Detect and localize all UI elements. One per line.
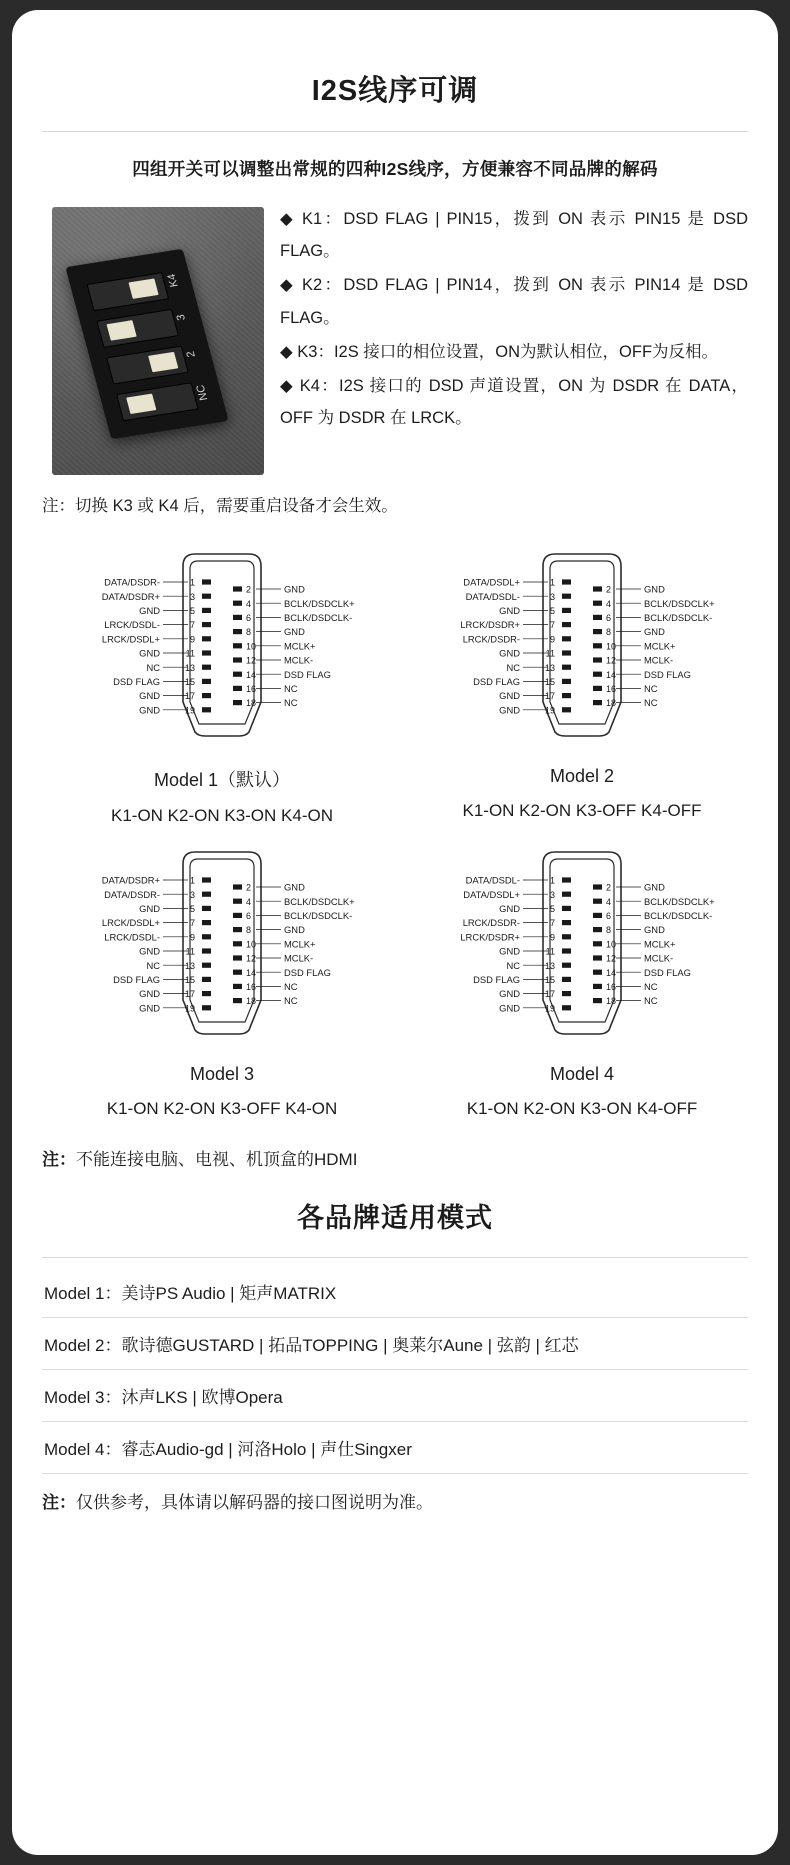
svg-text:GND: GND xyxy=(499,1002,520,1014)
svg-text:15: 15 xyxy=(544,677,555,688)
svg-text:BCLK/DSDCLK-: BCLK/DSDCLK- xyxy=(284,910,353,922)
dip-slot-1 xyxy=(86,272,169,311)
final-note xyxy=(42,1474,748,1513)
svg-text:DSD FLAG: DSD FLAG xyxy=(644,967,691,979)
svg-text:13: 13 xyxy=(544,663,555,674)
svg-text:NC: NC xyxy=(506,960,520,972)
brands-divider xyxy=(42,1257,748,1258)
svg-text:14: 14 xyxy=(606,670,617,681)
svg-text:11: 11 xyxy=(545,946,555,957)
svg-text:12: 12 xyxy=(246,953,257,964)
model-cell-4 xyxy=(402,834,762,1119)
svg-text:5: 5 xyxy=(189,904,195,915)
svg-text:3: 3 xyxy=(549,890,555,901)
svg-text:12: 12 xyxy=(246,655,257,666)
dip-label-2: 2 xyxy=(184,350,198,359)
svg-text:MCLK+: MCLK+ xyxy=(644,938,676,950)
svg-text:4: 4 xyxy=(606,599,612,610)
dip-label-3: 3 xyxy=(174,313,189,322)
svg-text:2: 2 xyxy=(246,882,252,893)
svg-text:GND: GND xyxy=(139,605,160,617)
svg-text:NC: NC xyxy=(284,683,298,695)
svg-text:12: 12 xyxy=(606,655,617,666)
svg-text:DSD FLAG: DSD FLAG xyxy=(113,974,160,986)
title-divider xyxy=(42,131,748,132)
svg-text:DATA/DSDR-: DATA/DSDR- xyxy=(104,889,160,901)
svg-text:5: 5 xyxy=(549,904,555,915)
svg-text:GND: GND xyxy=(284,583,305,595)
svg-text:GND: GND xyxy=(499,903,520,915)
svg-text:GND: GND xyxy=(284,881,305,893)
brand-row: Model 2：歌诗德GUSTARD | 拓品TOPPING | 奥莱尔Aune | 弦韵 | 红芯 xyxy=(44,1336,579,1356)
dip-switch-lever-1 xyxy=(128,278,158,299)
svg-text:11: 11 xyxy=(545,648,555,659)
svg-text:LRCK/DSDL-: LRCK/DSDL- xyxy=(104,931,160,943)
svg-text:GND: GND xyxy=(499,988,520,1000)
svg-text:3: 3 xyxy=(189,592,195,603)
model-switches-2: K1-ON K2-ON K3-OFF K4-OFF xyxy=(462,801,702,821)
svg-text:GND: GND xyxy=(499,605,520,617)
reboot-note: 注：切换 K3 或 K4 后，需要重启设备才会生效。 xyxy=(42,497,398,515)
model-label-1: Model 1（默认） xyxy=(153,770,291,791)
svg-text:LRCK/DSDR-: LRCK/DSDR- xyxy=(462,633,520,645)
svg-text:DSD FLAG: DSD FLAG xyxy=(113,676,160,688)
model-switches-4: K1-ON K2-ON K3-ON K4-OFF xyxy=(466,1099,698,1119)
svg-text:16: 16 xyxy=(606,982,617,993)
svg-text:LRCK/DSDL-: LRCK/DSDL- xyxy=(104,619,160,631)
svg-text:10: 10 xyxy=(246,641,257,652)
svg-text:BCLK/DSDCLK-: BCLK/DSDCLK- xyxy=(644,612,713,624)
svg-text:GND: GND xyxy=(284,924,305,936)
svg-text:6: 6 xyxy=(246,911,252,922)
svg-text:NC: NC xyxy=(644,995,658,1007)
connector-diagram-4 xyxy=(402,834,762,1062)
svg-text:NC: NC xyxy=(644,981,658,993)
svg-text:NC: NC xyxy=(284,697,298,709)
svg-text:4: 4 xyxy=(246,897,252,908)
connector-svg-1 xyxy=(42,536,402,756)
model-cell-3 xyxy=(42,834,402,1119)
svg-text:LRCK/DSDL+: LRCK/DSDL+ xyxy=(101,633,160,645)
connector-svg-2 xyxy=(402,536,762,756)
svg-text:MCLK-: MCLK- xyxy=(284,654,314,666)
svg-text:9: 9 xyxy=(549,932,555,943)
brand-row: Model 3：沐声LKS | 欧博Opera xyxy=(44,1388,283,1408)
svg-text:DATA/DSDR-: DATA/DSDR- xyxy=(104,576,160,588)
svg-text:15: 15 xyxy=(184,677,195,688)
svg-text:LRCK/DSDR+: LRCK/DSDR+ xyxy=(460,931,520,943)
bullet-k1: ◆ K1：DSD FLAG | PIN15，拨到 ON 表示 PIN15 是 DSD FLAG。 xyxy=(280,210,748,261)
svg-text:MCLK+: MCLK+ xyxy=(284,640,316,652)
svg-text:NC: NC xyxy=(506,662,520,674)
svg-text:18: 18 xyxy=(246,698,257,709)
svg-text:18: 18 xyxy=(606,698,617,709)
svg-text:BCLK/DSDCLK+: BCLK/DSDCLK+ xyxy=(284,598,355,610)
svg-text:DATA/DSDR+: DATA/DSDR+ xyxy=(101,874,160,886)
svg-text:GND: GND xyxy=(644,881,665,893)
dip-switch-lever-2 xyxy=(107,320,137,341)
svg-text:GND: GND xyxy=(139,988,160,1000)
connector-svg-4 xyxy=(402,834,762,1054)
svg-text:4: 4 xyxy=(606,897,612,908)
photo-and-bullets xyxy=(42,203,748,522)
model-label-4: Model 4 xyxy=(549,1064,615,1085)
svg-text:6: 6 xyxy=(606,613,612,624)
connector-diagram-2 xyxy=(402,536,762,764)
svg-text:MCLK+: MCLK+ xyxy=(284,938,316,950)
svg-text:GND: GND xyxy=(139,903,160,915)
dip-switch-photo xyxy=(52,207,264,475)
svg-text:NC: NC xyxy=(146,960,160,972)
connector-diagram-3 xyxy=(42,834,402,1062)
bullet-k3: ◆ K3：I2S 接口的相位设置，ON为默认相位，OFF为反相。 xyxy=(280,342,719,361)
svg-text:NC: NC xyxy=(284,995,298,1007)
svg-text:10: 10 xyxy=(606,939,617,950)
svg-text:BCLK/DSDCLK-: BCLK/DSDCLK- xyxy=(644,910,713,922)
svg-text:13: 13 xyxy=(184,961,195,972)
svg-text:GND: GND xyxy=(644,583,665,595)
svg-text:1: 1 xyxy=(549,577,555,588)
svg-text:8: 8 xyxy=(246,627,252,638)
dip-switch-lever-3 xyxy=(148,352,178,373)
svg-text:10: 10 xyxy=(606,641,617,652)
svg-text:6: 6 xyxy=(246,613,252,624)
model-label-3: Model 3 xyxy=(189,1064,255,1085)
svg-text:NC: NC xyxy=(146,662,160,674)
svg-text:LRCK/DSDL+: LRCK/DSDL+ xyxy=(101,917,160,929)
svg-text:17: 17 xyxy=(184,989,195,1000)
final-note-text: 仅供参考，具体请以解码器的接口图说明为准。 xyxy=(76,1493,433,1513)
svg-text:2: 2 xyxy=(246,584,252,595)
svg-text:15: 15 xyxy=(544,975,555,986)
svg-text:DATA/DSDL-: DATA/DSDL- xyxy=(465,591,520,603)
hdmi-note-prefix: 注： xyxy=(42,1150,76,1170)
svg-text:14: 14 xyxy=(246,968,257,979)
connector-svg-3 xyxy=(42,834,402,1054)
svg-text:4: 4 xyxy=(246,599,252,610)
svg-text:1: 1 xyxy=(189,875,195,886)
svg-text:BCLK/DSDCLK-: BCLK/DSDCLK- xyxy=(284,612,353,624)
svg-text:16: 16 xyxy=(246,684,257,695)
svg-text:8: 8 xyxy=(606,627,612,638)
svg-text:8: 8 xyxy=(606,925,612,936)
svg-text:2: 2 xyxy=(606,584,612,595)
svg-text:LRCK/DSDR+: LRCK/DSDR+ xyxy=(460,619,520,631)
dip-slot-4 xyxy=(116,382,199,421)
svg-text:7: 7 xyxy=(549,620,555,631)
svg-text:6: 6 xyxy=(606,911,612,922)
svg-text:DSD FLAG: DSD FLAG xyxy=(473,974,520,986)
svg-text:GND: GND xyxy=(499,945,520,957)
brand-row: Model 1：美诗PS Audio | 矩声MATRIX xyxy=(44,1284,337,1304)
svg-text:18: 18 xyxy=(606,996,617,1007)
hdmi-note xyxy=(42,1145,748,1170)
page-title: I2S线序可调 xyxy=(311,75,479,107)
svg-text:NC: NC xyxy=(644,683,658,695)
svg-text:19: 19 xyxy=(544,705,555,716)
dip-switch-lever-4 xyxy=(126,394,156,415)
svg-text:MCLK+: MCLK+ xyxy=(644,640,676,652)
brand-list xyxy=(42,1266,748,1513)
svg-text:NC: NC xyxy=(644,697,658,709)
svg-text:MCLK-: MCLK- xyxy=(644,654,674,666)
svg-text:GND: GND xyxy=(644,626,665,638)
svg-text:13: 13 xyxy=(184,663,195,674)
svg-text:8: 8 xyxy=(246,925,252,936)
svg-text:15: 15 xyxy=(184,975,195,986)
models-grid xyxy=(42,536,748,1119)
svg-text:GND: GND xyxy=(139,704,160,716)
svg-text:DATA/DSDL-: DATA/DSDL- xyxy=(465,874,520,886)
svg-text:DSD FLAG: DSD FLAG xyxy=(644,669,691,681)
svg-text:BCLK/DSDCLK+: BCLK/DSDCLK+ xyxy=(644,896,715,908)
svg-text:MCLK-: MCLK- xyxy=(644,952,674,964)
page-subtitle: 四组开关可以调整出常规的四种I2S线序，方便兼容不同品牌的解码 xyxy=(132,159,658,179)
svg-text:3: 3 xyxy=(189,890,195,901)
svg-text:12: 12 xyxy=(606,953,617,964)
connector-diagram-1 xyxy=(42,536,402,764)
svg-text:DATA/DSDL+: DATA/DSDL+ xyxy=(463,889,520,901)
svg-text:GND: GND xyxy=(499,647,520,659)
svg-text:19: 19 xyxy=(184,1003,195,1014)
svg-text:9: 9 xyxy=(549,634,555,645)
model-label-2: Model 2 xyxy=(549,766,615,787)
svg-text:GND: GND xyxy=(284,626,305,638)
hdmi-note-text: 不能连接电脑、电视、机顶盒的HDMI xyxy=(76,1150,358,1170)
model-cell-2 xyxy=(402,536,762,826)
svg-text:7: 7 xyxy=(189,918,195,929)
model-cell-1 xyxy=(42,536,402,826)
final-note-prefix: 注： xyxy=(42,1493,76,1513)
dip-label-nc: NC xyxy=(194,383,211,402)
svg-text:16: 16 xyxy=(246,982,257,993)
svg-text:3: 3 xyxy=(549,592,555,603)
brand-row: Model 4：睿志Audio-gd | 河洛Holo | 声仕Singxer xyxy=(44,1440,412,1460)
svg-text:19: 19 xyxy=(184,705,195,716)
svg-text:7: 7 xyxy=(189,620,195,631)
svg-text:17: 17 xyxy=(544,989,555,1000)
svg-text:GND: GND xyxy=(499,690,520,702)
svg-text:16: 16 xyxy=(606,684,617,695)
svg-text:2: 2 xyxy=(606,882,612,893)
model-switches-3: K1-ON K2-ON K3-OFF K4-ON xyxy=(106,1099,338,1119)
bullet-k2: ◆ K2：DSD FLAG | PIN14，拨到 ON 表示 PIN14 是 DSD FLAG。 xyxy=(280,276,748,327)
svg-text:17: 17 xyxy=(184,691,195,702)
svg-text:1: 1 xyxy=(549,875,555,886)
svg-text:MCLK-: MCLK- xyxy=(284,952,314,964)
svg-text:DATA/DSDR+: DATA/DSDR+ xyxy=(101,591,160,603)
svg-text:GND: GND xyxy=(139,647,160,659)
dip-label-k4: K4 xyxy=(165,272,181,288)
svg-text:11: 11 xyxy=(185,946,195,957)
svg-text:DSD FLAG: DSD FLAG xyxy=(473,676,520,688)
dip-slot-2 xyxy=(96,309,179,348)
svg-text:9: 9 xyxy=(189,634,195,645)
svg-text:BCLK/DSDCLK+: BCLK/DSDCLK+ xyxy=(284,896,355,908)
svg-text:DSD FLAG: DSD FLAG xyxy=(284,967,331,979)
dip-switch-body xyxy=(65,249,228,439)
svg-text:1: 1 xyxy=(189,577,195,588)
content-card xyxy=(12,10,778,1855)
svg-text:9: 9 xyxy=(189,932,195,943)
svg-text:DSD FLAG: DSD FLAG xyxy=(284,669,331,681)
svg-text:LRCK/DSDR-: LRCK/DSDR- xyxy=(462,917,520,929)
brands-title: 各品牌适用模式 xyxy=(297,1203,493,1234)
svg-text:11: 11 xyxy=(185,648,195,659)
svg-text:GND: GND xyxy=(139,945,160,957)
svg-text:14: 14 xyxy=(246,670,257,681)
svg-text:17: 17 xyxy=(544,691,555,702)
svg-text:NC: NC xyxy=(284,981,298,993)
svg-text:14: 14 xyxy=(606,968,617,979)
svg-text:GND: GND xyxy=(139,1002,160,1014)
svg-text:18: 18 xyxy=(246,996,257,1007)
svg-text:GND: GND xyxy=(499,704,520,716)
dip-slot-3 xyxy=(106,346,189,385)
svg-text:BCLK/DSDCLK+: BCLK/DSDCLK+ xyxy=(644,598,715,610)
bullet-k4: ◆ K4：I2S 接口的 DSD 声道设置，ON 为 DSDR 在 DATA，OFF 为 DSDR 在 LRCK。 xyxy=(280,376,748,428)
svg-text:13: 13 xyxy=(544,961,555,972)
svg-text:GND: GND xyxy=(139,690,160,702)
svg-text:5: 5 xyxy=(549,606,555,617)
svg-text:GND: GND xyxy=(644,924,665,936)
svg-text:5: 5 xyxy=(189,606,195,617)
svg-text:7: 7 xyxy=(549,918,555,929)
svg-text:DATA/DSDL+: DATA/DSDL+ xyxy=(463,576,520,588)
svg-text:10: 10 xyxy=(246,939,257,950)
model-switches-1: K1-ON K2-ON K3-ON K4-ON xyxy=(111,806,333,826)
svg-text:19: 19 xyxy=(544,1003,555,1014)
